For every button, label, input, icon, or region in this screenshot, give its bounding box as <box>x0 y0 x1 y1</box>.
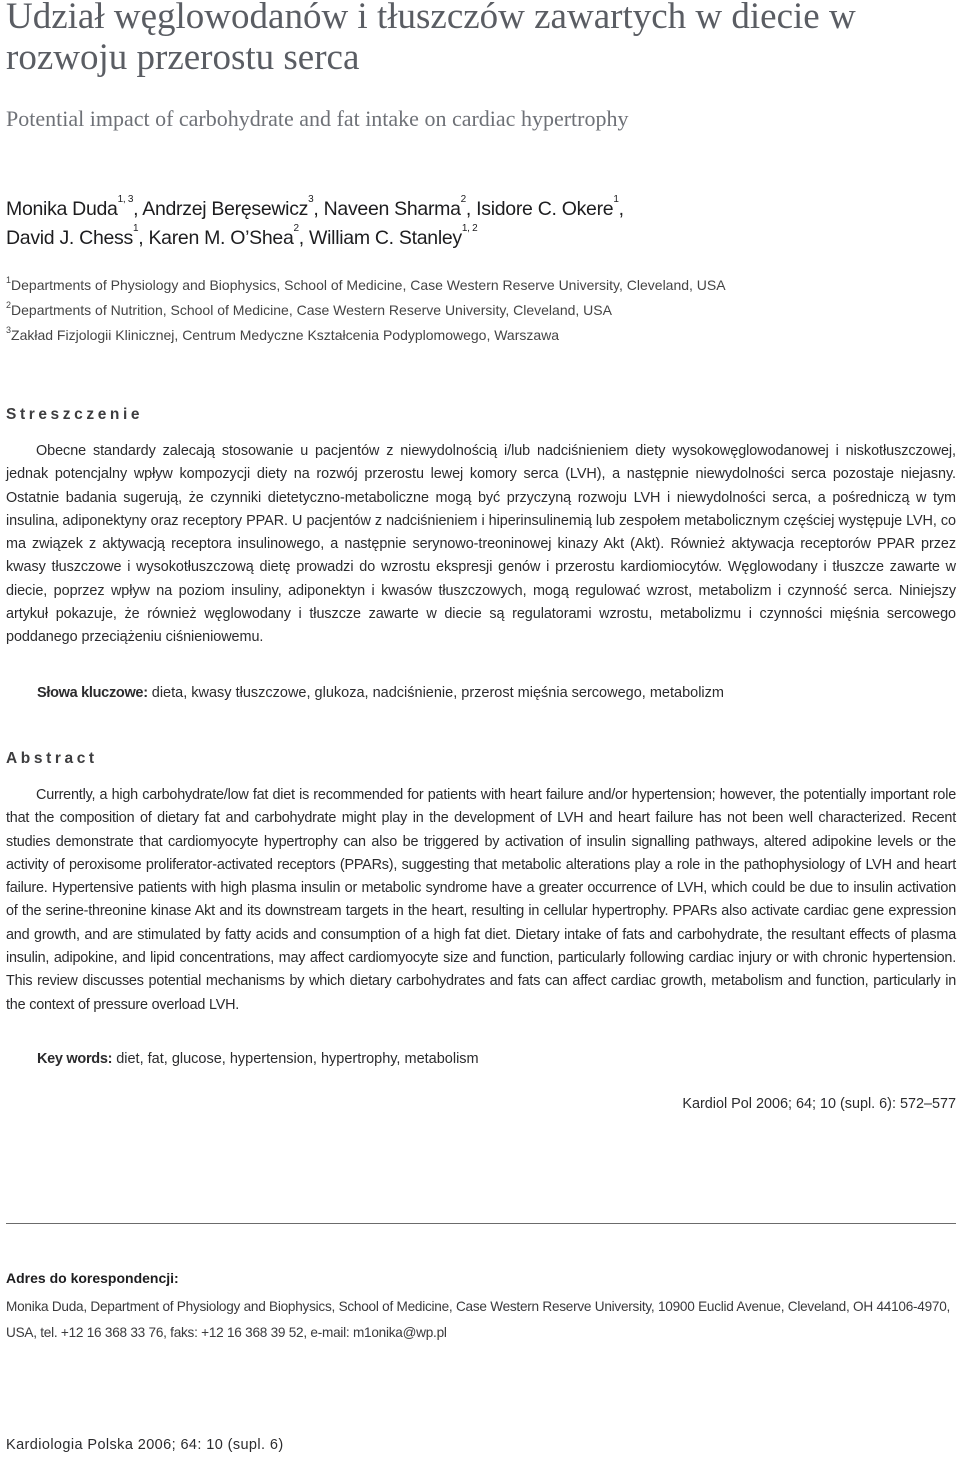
affiliation-text: Departments of Nutrition, School of Medicine, Case Western Reserve University, Cleveland, USA <box>11 302 612 318</box>
correspondence-heading: Adres do korespondencji: <box>6 1270 179 1286</box>
page-footer: Kardiologia Polska 2006; 64: 10 (supl. 6) <box>6 1437 284 1453</box>
keywords-polish <box>37 685 724 701</box>
keywords-list: dieta, kwasy tłuszczowe, glukoza, nadciśnienie, przerost mięśnia sercowego, metabolizm <box>151 685 724 701</box>
affiliation-list <box>6 273 956 348</box>
author-affiliation-ref: 1, 2 <box>461 223 478 234</box>
author-affiliation-ref: 1 <box>132 223 139 234</box>
author-affiliation-ref: 1, 3 <box>117 194 134 205</box>
author-affiliation-ref: 3 <box>308 194 314 205</box>
keywords-list: diet, fat, glucose, hypertension, hypertrophy, metabolism <box>116 1051 479 1067</box>
author-name: Andrzej Beręsewicz <box>142 198 309 220</box>
affiliation-number: 1 <box>6 275 12 285</box>
author-separator: , <box>138 227 149 249</box>
author-line-2 <box>6 224 946 253</box>
author-separator: , <box>465 198 477 220</box>
author-name: Isidore C. Okere <box>476 198 614 220</box>
author-name: Karen M. O’Shea <box>148 227 294 249</box>
affiliation-item <box>6 323 956 348</box>
affiliation-item <box>6 298 956 323</box>
affiliation-text: Departments of Physiology and Biophysics, School of Medicine, Case Western Reserve University, Cleveland, USA <box>11 277 726 293</box>
author-name: Naveen Sharma <box>323 198 461 220</box>
keywords-label: Słowa kluczowe: <box>37 685 148 701</box>
author-separator: , <box>298 227 310 249</box>
author-name: William C. Stanley <box>309 227 462 249</box>
keywords-label: Key words: <box>37 1051 113 1067</box>
author-affiliation-ref: 2 <box>293 223 299 234</box>
author-separator: , <box>313 198 324 220</box>
keywords-english <box>37 1051 479 1067</box>
author-name: David J. Chess <box>6 227 133 249</box>
author-affiliation-ref: 1 <box>613 194 619 205</box>
streszczenie-heading: Streszczenie <box>6 406 144 423</box>
streszczenie-body: Obecne standardy zalecają stosowanie u pacjentów z niewydolnością i/lub nadciśnieniem diety wysokowęglowodanowej i niskotłuszczowej, jednak potencjalny wpływ kompozycji diety na rozwój przerostu lewej komory serca (LVH), a następnie niewydolności serca pozostaje niejasny. Ostatnie badania sugerują, że czynniki dietetyczno-metaboliczne mogą być przyczyną rozwoju LVH i niewydolności serca, a pośredniczą w tym insulina, adiponektyny oraz receptory PPAR. U pacjentów z nadciśnieniem i hiperinsulinemią lub zespołem metabolicznym częściej występuje LVH, co ma związek z aktywacją receptora insulinowego, a następnie serynowo-treoninowej kinazy Akt (Akt). Również aktywacja receptorów PPAR przez kwasy tłuszczowe i wysokotłuszczową dietę prowadzi do wzrostu ekspresji genów i przerostu kardiomiocytów. Węglowodany i tłuszcze zawarte w diecie, poprzez wpływ na poziom insuliny, adiponektyn i kwasów tłuszczowych, mogą regulować wzrost, metabolizm i czynność serca. Niniejszy artykuł pokazuje, że również węglowodany i tłuszcze zawarte w diecie są regulatorami wzrostu, metabolizmu i czynności mięśnia sercowego poddanego przeciążeniu ciśnieniowemu. <box>6 443 956 646</box>
affiliation-number: 2 <box>6 300 12 310</box>
correspondence-address: Monika Duda, Department of Physiology and Biophysics, School of Medicine, Case Western Reserve University, 10900 Euclid Avenue, Cleveland, OH 44106-4970, USA, tel. +12 16 368 33 76, faks: +12 16 368 39 52, e-mail: m1onika@wp.pl <box>6 1299 951 1340</box>
section-divider <box>6 1223 956 1224</box>
affiliation-number: 3 <box>6 325 12 335</box>
article-title-english: Potential impact of carbohydrate and fat intake on cardiac hypertrophy <box>6 106 629 131</box>
author-name: Monika Duda <box>6 198 118 220</box>
author-list <box>6 195 946 253</box>
abstract-heading: Abstract <box>6 750 98 767</box>
affiliation-text: Zakład Fizjologii Klinicznej, Centrum Medyczne Kształcenia Podyplomowego, Warszawa <box>11 327 560 343</box>
abstract-body: Currently, a high carbohydrate/low fat diet is recommended for patients with heart failure and/or hypertension; however, the potentially important role that the composition of dietary fat and carbohydrate might play in the development of LVH and heart failure has not been well characterized. Recent studies demonstrate that cardiomyocyte hypertrophy can also be triggered by activation of insulin signalling pathways, altered adipokine levels or the activity of peroxisome proliferator-activated receptors (PPARs), suggesting that metabolic alterations play a role in the pathophysiology of LVH and heart failure. Hypertensive patients with high plasma insulin or metabolic syndrome have a greater occurrence of LVH, which could be due to insulin activation of the serine-threonine kinase Akt and its downstream targets in the heart, resulting in cellular hypertrophy. PPARs also activate cardiac gene expression and growth, and are stimulated by fatty acids and consumption of a high fat diet. Dietary intake of fats and carbohydrate, the resultant effects of plasma insulin, adipokine, and lipid concentrations, may affect cardiomyocyte size and function, particularly following cardiac injury or with chronic hypertension. This review discusses potential mechanisms by which dietary carbohydrates and fats can affect cardiac growth, metabolism and function, particularly in the context of pressure overload LVH. <box>6 787 956 1013</box>
article-title-polish: Udział węglowodanów i tłuszczów zawartych w diecie w rozwoju przerostu serca <box>6 0 856 78</box>
author-separator: , <box>618 198 624 220</box>
author-separator: , <box>133 198 143 220</box>
author-affiliation-ref: 2 <box>460 194 466 205</box>
journal-citation: Kardiol Pol 2006; 64; 10 (supl. 6): 572–577 <box>682 1096 956 1112</box>
affiliation-item <box>6 273 956 298</box>
author-line-1 <box>6 195 946 224</box>
